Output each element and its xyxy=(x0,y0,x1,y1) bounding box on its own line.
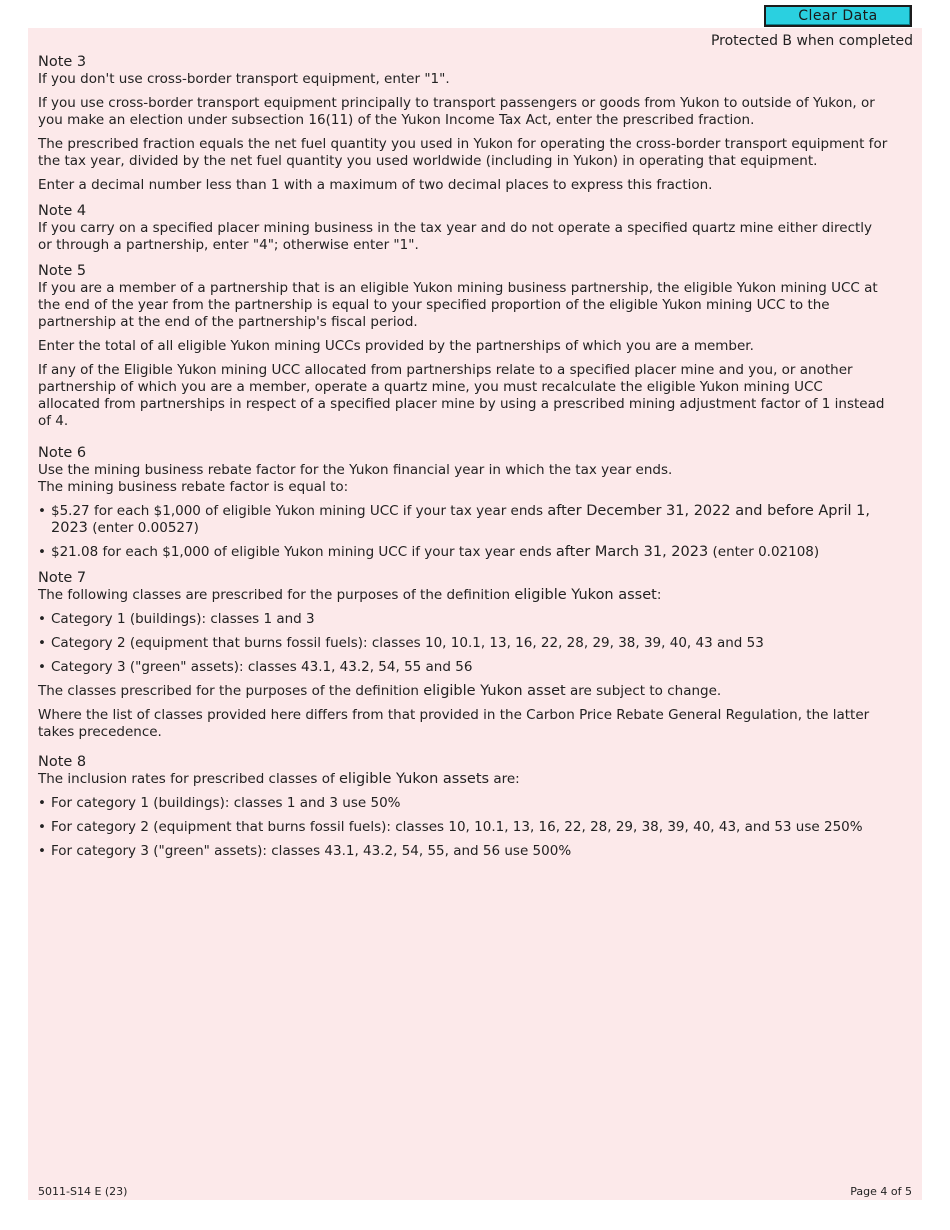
note-title: Note 5 xyxy=(38,263,87,279)
note-title: Note 3 xyxy=(38,54,87,70)
list-item: • $21.08 for each $1,000 of eligible Yukon mining UCC if your tax year ends after March 31, 2023 (enter 0.02108) xyxy=(38,544,888,561)
note-5 xyxy=(38,262,888,430)
paragraph: If you don't use cross-border transport equipment, enter "1". xyxy=(38,71,450,87)
page-number: Page 4 of 5 xyxy=(850,1185,912,1198)
list-item: • $5.27 for each $1,000 of eligible Yukon mining UCC if your tax year ends after December 31, 2022 and before April 1, 2023 (enter 0.00527) xyxy=(38,503,888,537)
note-6 xyxy=(38,444,888,561)
list-item: • Category 2 (equipment that burns fossil fuels): classes 10, 10.1, 13, 16, 22, 28, 29, 38, 39, 40, 43 and 53 xyxy=(38,635,888,652)
rebate-factor-list xyxy=(38,503,888,561)
clear-data-button[interactable]: Clear Data xyxy=(764,5,912,27)
paragraph: The classes prescribed for the purposes of the definition eligible Yukon asset are subject to change. xyxy=(38,683,722,699)
note-8 xyxy=(38,753,888,860)
list-item: • For category 3 ("green" assets): classes 43.1, 43.2, 54, 55, and 56 use 500% xyxy=(38,843,888,860)
note-3 xyxy=(38,53,888,194)
paragraph: Use the mining business rebate factor for the Yukon financial year in which the tax year ends. xyxy=(38,462,673,478)
note-title: Note 4 xyxy=(38,203,87,219)
paragraph: Enter a decimal number less than 1 with a maximum of two decimal places to express this fraction. xyxy=(38,177,713,193)
paragraph: The inclusion rates for prescribed classes of eligible Yukon assets are: xyxy=(38,771,520,787)
paragraph: The prescribed fraction equals the net fuel quantity you used in Yukon for operating the cross-border transport equipment for the tax year, divided by the net fuel quantity you used worldwide (including in Yukon) in operating that equipment. xyxy=(38,136,888,169)
note-4 xyxy=(38,202,888,254)
note-title: Note 7 xyxy=(38,570,87,586)
list-item: • Category 3 ("green" assets): classes 43.1, 43.2, 54, 55 and 56 xyxy=(38,659,888,676)
form-identifier: 5011-S14 E (23) xyxy=(38,1185,128,1198)
note-title: Note 6 xyxy=(38,445,87,461)
paragraph: The following classes are prescribed for the purposes of the definition eligible Yukon asset: xyxy=(38,587,662,603)
paragraph: If you use cross-border transport equipment principally to transport passengers or goods from Yukon to outside of Yukon, or you make an election under subsection 16(11) of the Yukon Income Tax Act, enter the prescribed fraction. xyxy=(38,95,875,128)
list-item: • Category 1 (buildings): classes 1 and 3 xyxy=(38,611,888,628)
paragraph: If you carry on a specified placer mining business in the tax year and do not operate a specified quartz mine either directly or through a partnership, enter "4"; otherwise enter "1". xyxy=(38,220,873,253)
note-7 xyxy=(38,569,888,741)
paragraph: If any of the Eligible Yukon mining UCC allocated from partnerships relate to a specified placer mine and you, or another partnership of which you are a member, operate a quartz mine, you must recalculate the eligible Yukon mining UCC allocated from partnerships in respect of a specified placer mine by using a prescribed mining adjustment factor of 1 instead of 4. xyxy=(38,362,885,429)
note-title: Note 8 xyxy=(38,754,87,770)
paragraph: Where the list of classes provided here differs from that provided in the Carbon Price Rebate General Regulation, the latter takes precedence. xyxy=(38,707,870,740)
paragraph: The mining business rebate factor is equal to: xyxy=(38,479,349,495)
inclusion-rate-list xyxy=(38,795,888,860)
paragraph: Enter the total of all eligible Yukon mining UCCs provided by the partnerships of which you are a member. xyxy=(38,338,754,354)
list-item: • For category 2 (equipment that burns fossil fuels): classes 10, 10.1, 13, 16, 22, 28, 29, 38, 39, 40, 43, and 53 use 250% xyxy=(38,819,888,836)
protected-label: Protected B when completed xyxy=(710,33,913,49)
paragraph: If you are a member of a partnership that is an eligible Yukon mining business partnership, the eligible Yukon mining UCC at the end of the year from the partnership is equal to your specified proportion of the eligible Yukon mining UCC to the partnership at the end of the partnership's fiscal period. xyxy=(38,280,878,330)
notes-content xyxy=(38,53,888,868)
class-list xyxy=(38,611,888,676)
list-item: • For category 1 (buildings): classes 1 and 3 use 50% xyxy=(38,795,888,812)
